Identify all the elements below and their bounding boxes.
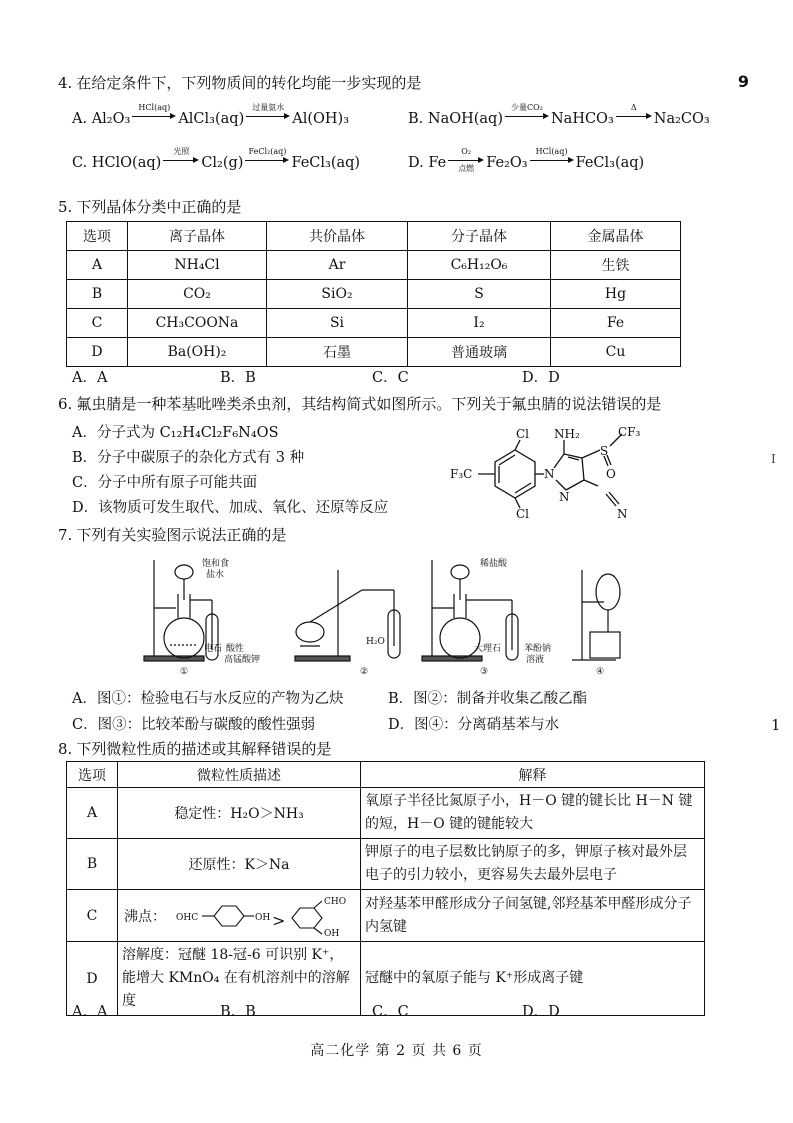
table-header: 选项 (67, 222, 128, 251)
atom-label: N (544, 467, 555, 481)
benzaldehyde-structures (166, 894, 356, 938)
table-header: 分子晶体 (408, 222, 551, 251)
table-cell: I₂ (408, 309, 551, 338)
table-cell: Ba(OH)₂ (128, 338, 267, 367)
page-corner-number: 9 (737, 72, 749, 91)
q8-table (66, 761, 705, 1016)
q8-answer-d: D．D (522, 1004, 560, 1020)
atom-label: N (559, 490, 570, 504)
q5-table (66, 221, 681, 367)
figure-label: 苯酚钠 (524, 644, 552, 654)
table-header-row (67, 762, 705, 788)
figure-label: 电石 (204, 644, 223, 654)
q5-answer-b: B．B (220, 370, 256, 386)
table-cell: CH₃COONa (128, 309, 267, 338)
table-cell: A (67, 788, 118, 839)
table-header: 共价晶体 (267, 222, 408, 251)
table-row (67, 839, 705, 890)
table-row (67, 251, 681, 280)
table-row (67, 890, 705, 942)
q5-answer-c: C．C (372, 370, 409, 386)
figure-label: 饱和食 (202, 559, 230, 569)
table-cell: CO₂ (128, 280, 267, 309)
boiling-point-label: 沸点： (124, 908, 166, 925)
table-header: 选项 (67, 762, 118, 788)
q4-option-d: D. Fe O₂ 点燃 Fe₂O₃ HCl(aq) FeCl₃(aq) (408, 147, 645, 173)
question-6-stem: 6. 氟虫腈是一种苯基吡唑类杀虫剂，其结构简式如图所示。下列关于氟虫腈的说法错误的是 (58, 395, 662, 413)
question-4-stem: 4. 在给定条件下，下列物质间的转化均能一步实现的是 (58, 74, 422, 92)
table-row (67, 309, 681, 338)
table-cell: Hg (551, 280, 681, 309)
q5-answer-d: D．D (522, 370, 560, 386)
atom-label: CF₃ (618, 425, 641, 439)
table-header: 金属晶体 (551, 222, 681, 251)
table-cell: Si (267, 309, 408, 338)
table-cell: D (67, 338, 128, 367)
figure-label: 溶液 (526, 655, 545, 665)
table-cell: Ar (267, 251, 408, 280)
q7-option-a: A．图①：检验电石与水反应的产物为乙炔 (72, 691, 344, 707)
compare-sign: > (272, 910, 286, 930)
margin-mark: I (771, 452, 776, 466)
table-cell: 石墨 (267, 338, 408, 367)
table-cell: 还原性：K＞Na (118, 839, 361, 890)
q8-answer-a: A．A (72, 1004, 108, 1020)
figure-label: ② (360, 667, 369, 677)
table-cell: D (67, 942, 118, 1016)
atom-label: O (606, 467, 616, 481)
figure-label: 酸性 (226, 644, 245, 654)
q6-option-d: D．该物质可发生取代、加成、氧化、还原等反应 (72, 500, 389, 516)
table-cell: C (67, 309, 128, 338)
fipronil-structure (440, 422, 650, 522)
q4-option-b: B. NaOH(aq) 少量CO₂ NaHCO₃ Δ Na₂CO₃ (408, 103, 710, 127)
figure-label: 稀盐酸 (480, 559, 508, 569)
table-cell: B (67, 839, 118, 890)
q7-option-d: D．图④：分离硝基苯与水 (388, 717, 560, 733)
figure-label: 大理石 (474, 644, 502, 654)
group-label: OHC (176, 912, 199, 923)
table-row (67, 788, 705, 839)
group-label: OH (324, 928, 340, 938)
table-cell: 对羟基苯甲醛形成分子间氢键,邻羟基苯甲醛形成分子内氢键 (361, 890, 705, 942)
figure-label: ④ (596, 667, 605, 677)
table-cell: 冠醚中的氧原子能与 K⁺形成离子键 (361, 942, 705, 1016)
figure-label: ① (180, 667, 189, 677)
q6-option-a: A．分子式为 C₁₂H₄Cl₂F₆N₄OS (72, 425, 279, 441)
figure-label: 高锰酸钾 (224, 655, 261, 665)
table-header: 离子晶体 (128, 222, 267, 251)
q7-option-b: B．图②：制备并收集乙酸乙酯 (388, 691, 588, 707)
page-footer: 高二化学 第 2 页 共 6 页 (310, 1043, 483, 1059)
q4-option-a: A. Al₂O₃ HCl(aq) AlCl₃(aq) 过量氨水 Al(OH)₃ (72, 103, 350, 127)
table-cell: A (67, 251, 128, 280)
table-cell: Cu (551, 338, 681, 367)
atom-label: F₃C (450, 467, 473, 481)
table-row (67, 280, 681, 309)
margin-mark: 1 (771, 716, 781, 734)
table-header: 解释 (361, 762, 705, 788)
table-cell: 钾原子的电子层数比钠原子的多，钾原子核对最外层电子的引力较小，更容易失去最外层电子 (361, 839, 705, 890)
q5-answer-a: A．A (72, 370, 108, 386)
q6-option-c: C．分子中所有原子可能共面 (72, 475, 258, 491)
table-cell: 氧原子半径比氮原子小，H－O 键的键长比 H－N 键的短，H－O 键的键能较大 (361, 788, 705, 839)
table-cell: S (408, 280, 551, 309)
group-label: CHO (324, 896, 347, 907)
atom-label: Cl (516, 427, 530, 441)
table-cell: 普通玻璃 (408, 338, 551, 367)
atom-label: N (617, 507, 628, 521)
table-cell: 稳定性：H₂O＞NH₃ (118, 788, 361, 839)
table-cell: B (67, 280, 128, 309)
atom-label: NH₂ (554, 427, 580, 441)
table-cell: C₆H₁₂O₆ (408, 251, 551, 280)
table-cell: C (67, 890, 118, 942)
table-cell: Fe (551, 309, 681, 338)
experiment-figures (140, 550, 660, 680)
table-cell: 生铁 (551, 251, 681, 280)
question-7-stem: 7. 下列有关实验图示说法正确的是 (58, 526, 287, 544)
q6-option-b: B．分子中碳原子的杂化方式有 3 种 (72, 450, 305, 466)
atom-label: S (600, 444, 609, 458)
figure-label: H₂O (366, 637, 385, 647)
table-header: 微粒性质描述 (118, 762, 361, 788)
q8-answer-c: C．C (372, 1004, 409, 1020)
group-label: OH (255, 912, 271, 923)
figure-label: ③ (480, 667, 489, 677)
table-row (67, 338, 681, 367)
q7-option-c: C．图③：比较苯酚与碳酸的酸性强弱 (72, 717, 316, 733)
question-8-stem: 8. 下列微粒性质的描述或其解释错误的是 (58, 740, 332, 758)
figure-label: 盐水 (206, 570, 225, 580)
table-cell: 溶解度：冠醚 18-冠-6 可识别 K⁺，能增大 KMnO₄ 在有机溶剂中的溶解度 (118, 942, 361, 1016)
atom-label: Cl (516, 507, 530, 521)
question-5-stem: 5. 下列晶体分类中正确的是 (58, 198, 242, 216)
q4-option-c: C. HClO(aq) 光照 Cl₂(g) FeCl₂(aq) FeCl₃(aq) (72, 147, 361, 171)
table-header-row (67, 222, 681, 251)
table-cell: SiO₂ (267, 280, 408, 309)
table-cell (118, 890, 361, 942)
table-cell: NH₄Cl (128, 251, 267, 280)
q8-answer-b: B．B (220, 1004, 256, 1020)
